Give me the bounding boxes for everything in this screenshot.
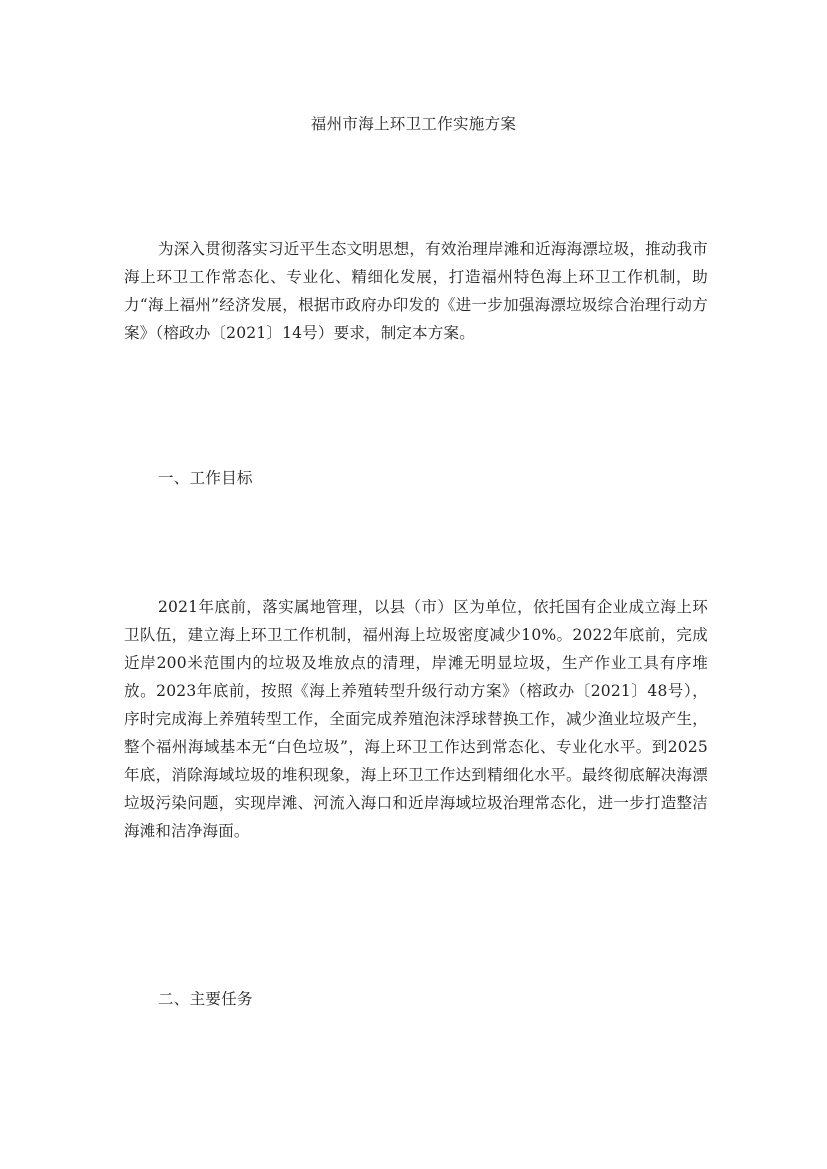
section-heading-tasks: 二、主要任务: [158, 990, 253, 1008]
document-title: 福州市海上环卫工作实施方案: [310, 115, 517, 133]
intro-paragraph: 为深入贯彻落实习近平生态文明思想，有效治理岸滩和近海海漂垃圾，推动我市海上环卫工作常态化、专业化、精细化发展，打造福州特色海上环卫工作机制，助力“海上福州”经济发展，根据市政府办印发的《进一步加强海漂垃圾综合治理行动方案》（榕政办〔2021〕14号）要求，制定本方案。: [124, 240, 708, 342]
section-heading-goals: 一、工作目标: [158, 469, 253, 487]
goals-paragraph: 2021年底前，落实属地管理，以县（市）区为单位，依托国有企业成立海上环卫队伍，建立海上环卫工作机制，福州海上垃圾密度减少10%。2022年底前，完成近岸200米范围内的垃圾及堆放点的清理，岸滩无明显垃圾，生产作业工具有序堆放。2023年底前，按照《海上养殖转型升级行动方案》（榕政办〔2021〕48号），序时完成海上养殖转型工作，全面完成养殖泡沫浮球替换工作，减少渔业垃圾产生，整个福州海域基本无“白色垃圾”，海上环卫工作达到常态化、专业化水平。到2025年底，消除海域垃圾的堆积现象，海上环卫工作达到精细化水平。最终彻底解决海漂垃圾污染问题，实现岸滩、河流入海口和近岸海域垃圾治理常态化，进一步打造整洁海滩和洁净海面。: [124, 598, 708, 840]
